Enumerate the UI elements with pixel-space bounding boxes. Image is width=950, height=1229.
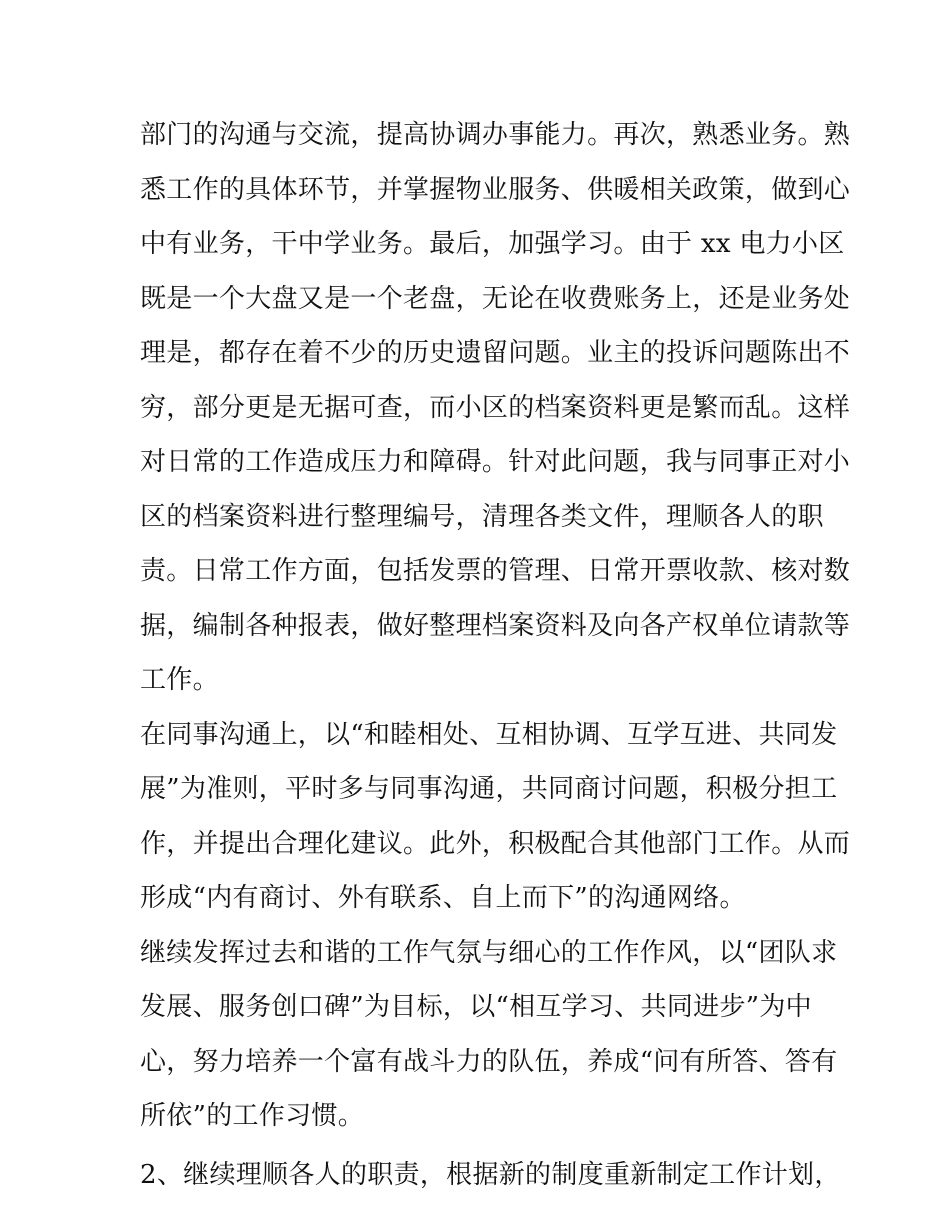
document-body [140,108,851,1202]
text-line: 部门的沟通与交流，提高协调办事能力。再次，熟悉业务。熟 [140,120,851,150]
text-line: 穷，部分更是无据可查，而小区的档案资料更是繁而乱。这样 [140,392,851,423]
text-line: 展”为准则，平时多与同事沟通，共同商讨问题，积极分担工 [140,774,838,804]
text-line: 心，努力培养一个富有战斗力的队伍，养成“问有所答、答有 [140,1046,838,1077]
text-line: 既是一个大盘又是一个老盘，无论在收费账务上，还是业务处 [140,283,851,314]
text-line: 工作。 [140,665,219,695]
text-line: 据，编制各种报表，做好整理档案资料及向各产权单位请款等 [140,610,851,641]
text-line: 理是，都存在着不少的历史遗留问题。业主的投诉问题陈出不 [140,338,851,368]
text-line: 责。日常工作方面，包括发票的管理、日常开票收款、核对数 [140,556,851,586]
text-line: 悉工作的具体环节，并掌握物业服务、供暖相关政策，做到心 [140,174,851,205]
text-line: 对日常的工作造成压力和障碍。针对此问题，我与同事正对小 [140,447,851,477]
text-line: 区的档案资料进行整理编号，清理各类文件，理顺各人的职 [140,501,824,532]
numbered-item-line: 2、继续理顺各人的职责，根据新的制度重新制定工作计划， [140,1159,841,1190]
text-line: 在同事沟通上，以“和睦相处、互相协调、互学互进、共同发 [140,719,838,750]
text-line: 继续发挥过去和谐的工作气氛与细心的工作作风，以“团队求 [140,937,838,968]
text-line: 发展、服务创口碑”为目标，以“相互学习、共同进步”为中 [140,992,812,1022]
text-line: 所依”的工作习惯。 [140,1101,364,1131]
text-line: 作，并提出合理化建议。此外，积极配合其他部门工作。从而 [140,828,851,859]
text-line: 中有业务，干中学业务。最后，加强学习。由于 xx 电力小区 [140,229,845,259]
text-line: 形成“内有商讨、外有联系、自上而下”的沟通网络。 [140,883,746,913]
